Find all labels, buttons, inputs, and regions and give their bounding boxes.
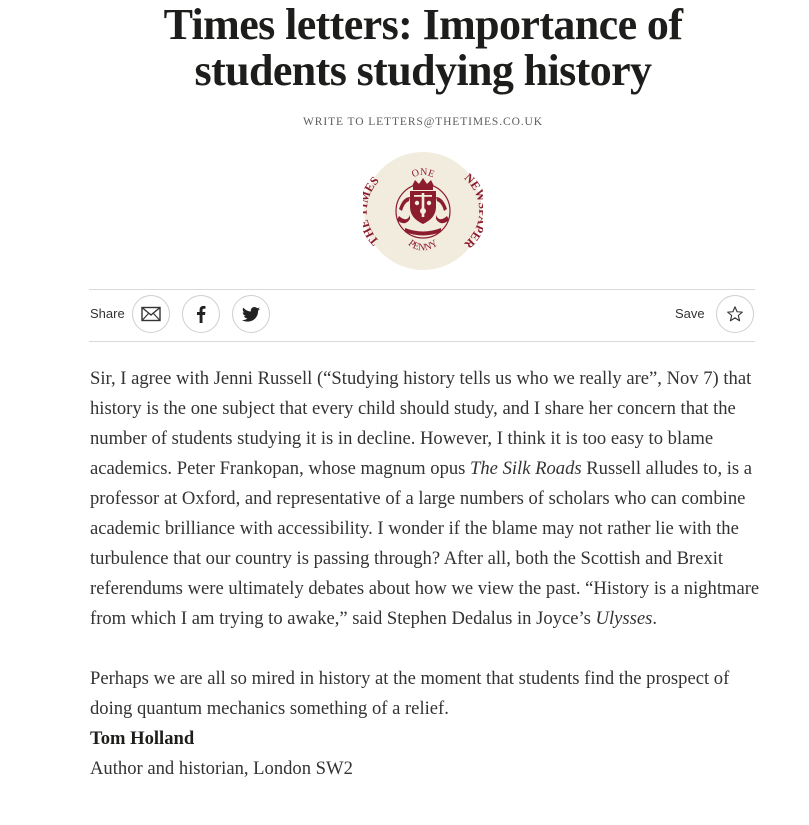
facebook-icon xyxy=(196,305,206,323)
letter-paragraph-2: Perhaps we are all so mired in history at the moment that students find the prospect of doing quantum mechanics something of a relief. xyxy=(90,668,730,719)
letter-body xyxy=(90,364,762,784)
author-name: Tom Holland xyxy=(90,728,195,749)
star-icon xyxy=(726,305,744,323)
share-facebook-button[interactable] xyxy=(182,295,220,333)
book-title-silk-roads: The Silk Roads xyxy=(470,458,582,479)
letter-paragraph-1 xyxy=(90,364,762,634)
share-bar-top-divider xyxy=(89,289,755,290)
save-button[interactable] xyxy=(716,295,754,333)
book-title-ulysses: Ulysses xyxy=(595,608,653,629)
save-label: Save xyxy=(675,306,705,321)
twitter-icon xyxy=(242,307,260,322)
paragraph-1-text-a: Sir, I agree with Jenni Russell (“Studying history tells us who we really are”, Nov 7) that history is the one subject that every child should study, and I share her concern that the number of students studying it is in decline. However, I think it is too easy to blame academics. Peter Frankopan, whose magnum opus xyxy=(90,368,752,479)
seal-right-text: NE ER xyxy=(461,170,483,252)
article-headline xyxy=(0,2,809,94)
paragraph-1-text-b: Russell alludes to, is a professor at Oxford, and representative of a large numbers of scholars who can combine academic brilliance with accessibility. I wonder if the blame may not rather lie with the turbulence that our country is passing through? After all, both the Scottish and Brexit referendums were ultimately debates about how we view the past. “History is a nightmare from which I am trying to awake,” said Stephen Dedalus in Joyce’s xyxy=(90,458,760,629)
seal-bottom-text: PENNY xyxy=(405,237,441,254)
share-label: Share xyxy=(90,306,125,321)
seal-svg xyxy=(363,151,483,271)
seal-left-text: T S xyxy=(365,173,382,249)
share-twitter-button[interactable] xyxy=(232,295,270,333)
write-to-link[interactable]: WRITE TO LETTERS@THETIMES.CO.UK xyxy=(303,116,543,128)
headline-line-1: Times letters: Importance of xyxy=(163,0,683,49)
author-title: Author and historian, London SW2 xyxy=(90,758,353,779)
share-bar-bottom-divider xyxy=(89,341,755,342)
times-one-penny-seal-logo xyxy=(363,151,483,271)
paragraph-1-end: . xyxy=(652,608,657,629)
share-email-button[interactable] xyxy=(132,295,170,333)
seal-top-text: ONE xyxy=(410,166,436,181)
headline-line-2: students studying history xyxy=(194,46,652,95)
email-icon xyxy=(141,306,161,322)
